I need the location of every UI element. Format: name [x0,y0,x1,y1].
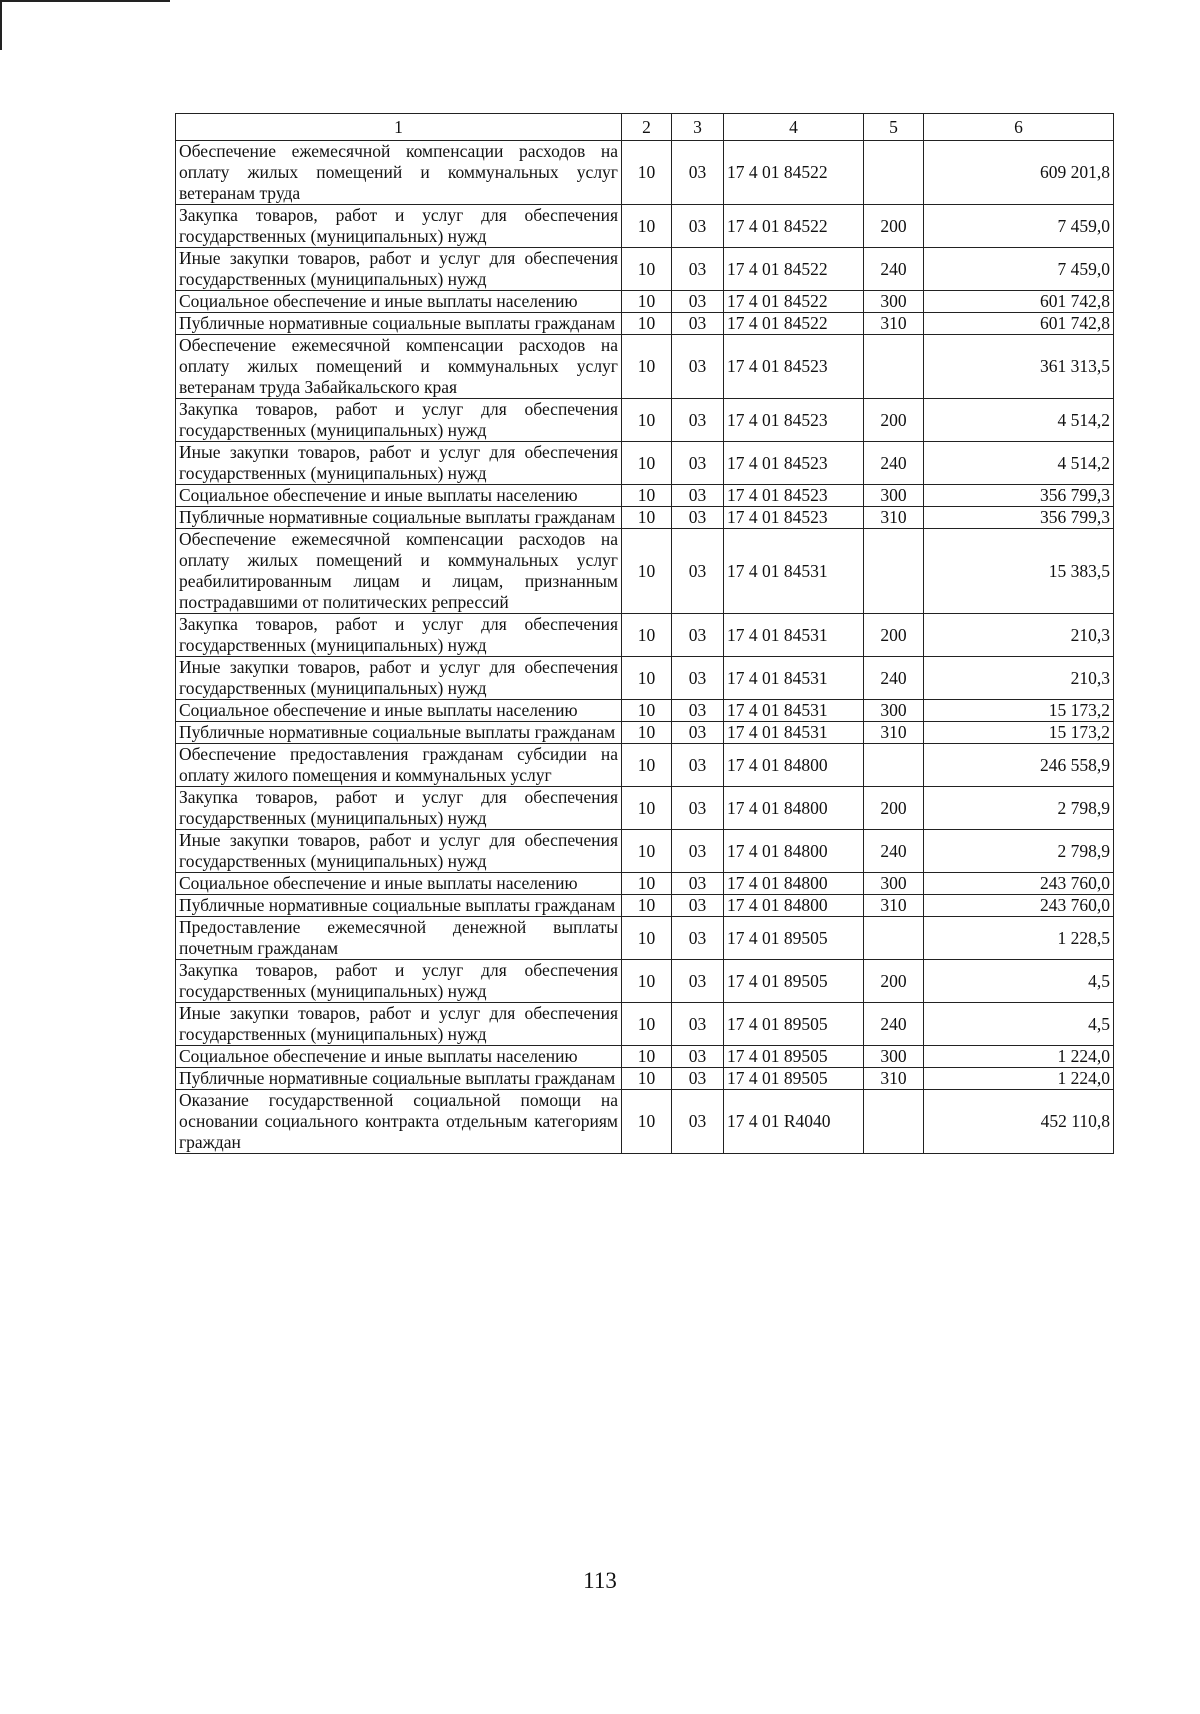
row-amount: 601 742,8 [924,291,1114,313]
row-expense-type: 300 [864,291,924,313]
column-header-4: 4 [724,114,864,141]
row-target-code: 17 4 01 84531 [724,529,864,614]
row-target-code: 17 4 01 84800 [724,895,864,917]
row-expense-type: 240 [864,442,924,485]
row-target-code: 17 4 01 84800 [724,787,864,830]
row-section: 10 [622,442,672,485]
row-description: Закупка товаров, работ и услуг для обеспечения государственных (муниципальных) нужд [176,787,622,830]
row-amount: 452 110,8 [924,1090,1114,1154]
row-expense-type: 300 [864,700,924,722]
scan-edge-left [0,0,2,50]
table-row [176,873,1114,895]
row-amount: 7 459,0 [924,248,1114,291]
table-row [176,1068,1114,1090]
row-description: Иные закупки товаров, работ и услуг для обеспечения государственных (муниципальных) нужд [176,248,622,291]
table-row [176,830,1114,873]
column-header-3: 3 [672,114,724,141]
row-subsection: 03 [672,895,724,917]
row-target-code: 17 4 01 84800 [724,830,864,873]
table-row [176,335,1114,399]
row-subsection: 03 [672,1068,724,1090]
row-description: Иные закупки товаров, работ и услуг для обеспечения государственных (муниципальных) нужд [176,657,622,700]
table-row [176,1090,1114,1154]
row-description: Социальное обеспечение и иные выплаты населению [176,700,622,722]
row-expense-type: 240 [864,830,924,873]
row-description: Закупка товаров, работ и услуг для обеспечения государственных (муниципальных) нужд [176,399,622,442]
row-section: 10 [622,248,672,291]
row-section: 10 [622,960,672,1003]
row-expense-type [864,141,924,205]
row-expense-type: 310 [864,1068,924,1090]
row-target-code: 17 4 01 84522 [724,313,864,335]
row-target-code: 17 4 01 84800 [724,873,864,895]
row-amount: 4,5 [924,1003,1114,1046]
row-section: 10 [622,335,672,399]
row-expense-type: 300 [864,873,924,895]
row-description: Закупка товаров, работ и услуг для обеспечения государственных (муниципальных) нужд [176,614,622,657]
row-amount: 2 798,9 [924,787,1114,830]
row-subsection: 03 [672,248,724,291]
row-expense-type [864,529,924,614]
row-expense-type: 240 [864,657,924,700]
table-body [176,141,1114,1154]
table-row [176,313,1114,335]
row-description: Обеспечение предоставления гражданам субсидии на оплату жилого помещения и коммунальных услуг [176,744,622,787]
row-amount: 15 173,2 [924,722,1114,744]
row-subsection: 03 [672,744,724,787]
table-row [176,917,1114,960]
row-target-code: 17 4 01 89505 [724,960,864,1003]
row-target-code: 17 4 01 89505 [724,1046,864,1068]
row-amount: 4 514,2 [924,442,1114,485]
row-description: Предоставление ежемесячной денежной выплаты почетным гражданам [176,917,622,960]
row-amount: 1 224,0 [924,1046,1114,1068]
table-row [176,787,1114,830]
row-description: Публичные нормативные социальные выплаты гражданам [176,1068,622,1090]
row-section: 10 [622,787,672,830]
row-amount: 361 313,5 [924,335,1114,399]
row-amount: 356 799,3 [924,485,1114,507]
row-expense-type: 200 [864,399,924,442]
budget-table [175,113,1114,1154]
row-amount: 246 558,9 [924,744,1114,787]
row-description: Социальное обеспечение и иные выплаты населению [176,485,622,507]
row-expense-type: 300 [864,1046,924,1068]
row-section: 10 [622,1046,672,1068]
row-expense-type: 310 [864,313,924,335]
column-header-1: 1 [176,114,622,141]
row-subsection: 03 [672,485,724,507]
row-subsection: 03 [672,873,724,895]
table-row [176,485,1114,507]
table-row [176,248,1114,291]
row-section: 10 [622,830,672,873]
row-description: Социальное обеспечение и иные выплаты населению [176,873,622,895]
row-target-code: 17 4 01 89505 [724,1003,864,1046]
row-subsection: 03 [672,614,724,657]
row-amount: 609 201,8 [924,141,1114,205]
row-target-code: 17 4 01 84531 [724,657,864,700]
row-expense-type: 200 [864,960,924,1003]
row-section: 10 [622,722,672,744]
row-subsection: 03 [672,442,724,485]
row-amount: 601 742,8 [924,313,1114,335]
row-target-code: 17 4 01 84523 [724,399,864,442]
row-subsection: 03 [672,960,724,1003]
row-expense-type: 240 [864,1003,924,1046]
row-amount: 4,5 [924,960,1114,1003]
row-section: 10 [622,895,672,917]
table-row [176,960,1114,1003]
row-section: 10 [622,485,672,507]
row-target-code: 17 4 01 84531 [724,614,864,657]
row-target-code: 17 4 01 84522 [724,291,864,313]
table-row [176,1046,1114,1068]
row-subsection: 03 [672,722,724,744]
row-subsection: 03 [672,700,724,722]
row-expense-type: 310 [864,507,924,529]
row-expense-type: 310 [864,895,924,917]
table-row [176,700,1114,722]
row-subsection: 03 [672,205,724,248]
table-header-row [176,114,1114,141]
row-description: Публичные нормативные социальные выплаты гражданам [176,895,622,917]
scan-edge-top [0,0,170,2]
row-expense-type [864,335,924,399]
row-description: Иные закупки товаров, работ и услуг для обеспечения государственных (муниципальных) нужд [176,1003,622,1046]
row-amount: 2 798,9 [924,830,1114,873]
row-target-code: 17 4 01 84523 [724,485,864,507]
row-subsection: 03 [672,657,724,700]
row-subsection: 03 [672,291,724,313]
row-subsection: 03 [672,1046,724,1068]
row-expense-type: 200 [864,787,924,830]
row-section: 10 [622,507,672,529]
row-section: 10 [622,744,672,787]
row-description: Оказание государственной социальной помощи на основании социального контракта отдельным категориям граждан [176,1090,622,1154]
table-row [176,657,1114,700]
row-target-code: 17 4 01 84531 [724,722,864,744]
table-row [176,141,1114,205]
row-amount: 1 228,5 [924,917,1114,960]
row-section: 10 [622,313,672,335]
row-subsection: 03 [672,787,724,830]
row-target-code: 17 4 01 84522 [724,205,864,248]
row-section: 10 [622,917,672,960]
row-amount: 4 514,2 [924,399,1114,442]
row-description: Иные закупки товаров, работ и услуг для обеспечения государственных (муниципальных) нужд [176,830,622,873]
row-expense-type: 200 [864,614,924,657]
column-header-2: 2 [622,114,672,141]
row-subsection: 03 [672,917,724,960]
table-row [176,291,1114,313]
row-expense-type: 310 [864,722,924,744]
row-target-code: 17 4 01 84531 [724,700,864,722]
row-expense-type: 240 [864,248,924,291]
row-description: Обеспечение ежемесячной компенсации расходов на оплату жилых помещений и коммунальных услуг ветеранам труда Забайкальского края [176,335,622,399]
row-subsection: 03 [672,507,724,529]
row-subsection: 03 [672,313,724,335]
row-description: Обеспечение ежемесячной компенсации расходов на оплату жилых помещений и коммунальных услуг ветеранам труда [176,141,622,205]
page-number: 113 [583,1568,617,1593]
row-description: Закупка товаров, работ и услуг для обеспечения государственных (муниципальных) нужд [176,205,622,248]
row-description: Социальное обеспечение и иные выплаты населению [176,1046,622,1068]
row-amount: 243 760,0 [924,873,1114,895]
row-target-code: 17 4 01 84523 [724,507,864,529]
table-row [176,1003,1114,1046]
row-description: Публичные нормативные социальные выплаты гражданам [176,722,622,744]
table-row [176,442,1114,485]
row-section: 10 [622,205,672,248]
column-header-6: 6 [924,114,1114,141]
row-section: 10 [622,873,672,895]
row-subsection: 03 [672,399,724,442]
row-description: Социальное обеспечение и иные выплаты населению [176,291,622,313]
row-subsection: 03 [672,529,724,614]
row-section: 10 [622,700,672,722]
row-description: Иные закупки товаров, работ и услуг для обеспечения государственных (муниципальных) нужд [176,442,622,485]
table-row [176,722,1114,744]
row-section: 10 [622,1003,672,1046]
row-expense-type [864,917,924,960]
row-section: 10 [622,529,672,614]
row-amount: 243 760,0 [924,895,1114,917]
table-row [176,399,1114,442]
row-expense-type [864,744,924,787]
row-section: 10 [622,399,672,442]
table-row [176,614,1114,657]
row-section: 10 [622,614,672,657]
row-section: 10 [622,141,672,205]
row-target-code: 17 4 01 84523 [724,335,864,399]
table-row [176,529,1114,614]
row-description: Публичные нормативные социальные выплаты гражданам [176,313,622,335]
table-row [176,744,1114,787]
row-amount: 356 799,3 [924,507,1114,529]
row-description: Обеспечение ежемесячной компенсации расходов на оплату жилых помещений и коммунальных услуг реабилитированным лицам и лицам, признанным пострадавшими от политических репрессий [176,529,622,614]
row-subsection: 03 [672,1003,724,1046]
row-section: 10 [622,657,672,700]
row-amount: 210,3 [924,614,1114,657]
row-amount: 210,3 [924,657,1114,700]
row-description: Закупка товаров, работ и услуг для обеспечения государственных (муниципальных) нужд [176,960,622,1003]
row-target-code: 17 4 01 84522 [724,248,864,291]
row-subsection: 03 [672,141,724,205]
column-header-5: 5 [864,114,924,141]
row-amount: 1 224,0 [924,1068,1114,1090]
row-amount: 15 173,2 [924,700,1114,722]
row-subsection: 03 [672,335,724,399]
table-row [176,205,1114,248]
row-expense-type: 300 [864,485,924,507]
row-section: 10 [622,1068,672,1090]
row-amount: 15 383,5 [924,529,1114,614]
row-section: 10 [622,291,672,313]
row-description: Публичные нормативные социальные выплаты гражданам [176,507,622,529]
row-expense-type [864,1090,924,1154]
row-section: 10 [622,1090,672,1154]
row-amount: 7 459,0 [924,205,1114,248]
row-target-code: 17 4 01 84523 [724,442,864,485]
row-subsection: 03 [672,830,724,873]
table-row [176,507,1114,529]
row-target-code: 17 4 01 R4040 [724,1090,864,1154]
row-expense-type: 200 [864,205,924,248]
row-subsection: 03 [672,1090,724,1154]
row-target-code: 17 4 01 84522 [724,141,864,205]
row-target-code: 17 4 01 84800 [724,744,864,787]
row-target-code: 17 4 01 89505 [724,917,864,960]
row-target-code: 17 4 01 89505 [724,1068,864,1090]
table-row [176,895,1114,917]
